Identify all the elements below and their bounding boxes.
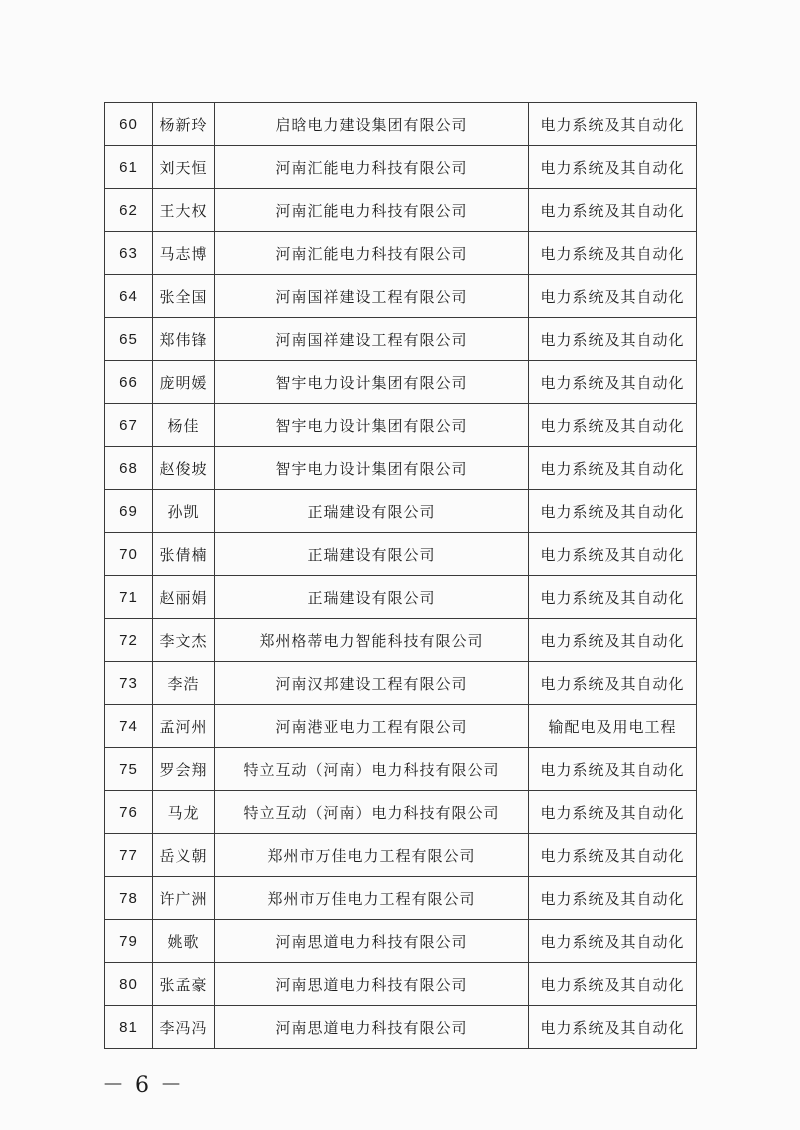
table-row <box>105 662 697 705</box>
company-name-cell: 河南汇能电力科技有限公司 <box>215 146 529 189</box>
person-name-cell: 赵丽娟 <box>153 576 215 619</box>
table-row <box>105 232 697 275</box>
person-name-cell: 李浩 <box>153 662 215 705</box>
company-name-cell: 河南思道电力科技有限公司 <box>215 963 529 1006</box>
page-number: － 6 － <box>102 1073 184 1098</box>
specialty-cell: 电力系统及其自动化 <box>529 619 697 662</box>
specialty-cell: 电力系统及其自动化 <box>529 103 697 146</box>
person-name-cell: 赵俊坡 <box>153 447 215 490</box>
person-name-cell: 庞明媛 <box>153 361 215 404</box>
person-name-cell: 姚歌 <box>153 920 215 963</box>
roster-table-body <box>105 103 697 1049</box>
table-row <box>105 146 697 189</box>
company-name-cell: 正瑞建设有限公司 <box>215 490 529 533</box>
person-name-cell: 杨佳 <box>153 404 215 447</box>
table-row <box>105 318 697 361</box>
row-number-cell: 75 <box>105 748 153 791</box>
specialty-cell: 电力系统及其自动化 <box>529 447 697 490</box>
table-row <box>105 361 697 404</box>
table-row <box>105 619 697 662</box>
person-name-cell: 孟河州 <box>153 705 215 748</box>
company-name-cell: 郑州市万佳电力工程有限公司 <box>215 834 529 877</box>
specialty-cell: 电力系统及其自动化 <box>529 791 697 834</box>
row-number-cell: 72 <box>105 619 153 662</box>
row-number-cell: 61 <box>105 146 153 189</box>
table-row <box>105 748 697 791</box>
person-name-cell: 郑伟锋 <box>153 318 215 361</box>
person-name-cell: 李冯冯 <box>153 1006 215 1049</box>
specialty-cell: 电力系统及其自动化 <box>529 1006 697 1049</box>
table-row <box>105 920 697 963</box>
row-number-cell: 79 <box>105 920 153 963</box>
company-name-cell: 智宇电力设计集团有限公司 <box>215 361 529 404</box>
company-name-cell: 河南汉邦建设工程有限公司 <box>215 662 529 705</box>
table-row <box>105 834 697 877</box>
table-row <box>105 1006 697 1049</box>
person-name-cell: 李文杰 <box>153 619 215 662</box>
row-number-cell: 63 <box>105 232 153 275</box>
row-number-cell: 74 <box>105 705 153 748</box>
person-name-cell: 马志博 <box>153 232 215 275</box>
specialty-cell: 电力系统及其自动化 <box>529 963 697 1006</box>
specialty-cell: 电力系统及其自动化 <box>529 834 697 877</box>
company-name-cell: 特立互动（河南）电力科技有限公司 <box>215 748 529 791</box>
person-name-cell: 杨新玲 <box>153 103 215 146</box>
company-name-cell: 河南国祥建设工程有限公司 <box>215 318 529 361</box>
company-name-cell: 正瑞建设有限公司 <box>215 533 529 576</box>
specialty-cell: 电力系统及其自动化 <box>529 232 697 275</box>
table-row <box>105 189 697 232</box>
person-name-cell: 张全国 <box>153 275 215 318</box>
specialty-cell: 电力系统及其自动化 <box>529 877 697 920</box>
specialty-cell: 输配电及用电工程 <box>529 705 697 748</box>
specialty-cell: 电力系统及其自动化 <box>529 318 697 361</box>
person-name-cell: 张孟豪 <box>153 963 215 1006</box>
company-name-cell: 特立互动（河南）电力科技有限公司 <box>215 791 529 834</box>
company-name-cell: 河南思道电力科技有限公司 <box>215 920 529 963</box>
row-number-cell: 80 <box>105 963 153 1006</box>
table-row <box>105 490 697 533</box>
person-name-cell: 刘天恒 <box>153 146 215 189</box>
company-name-cell: 河南港亚电力工程有限公司 <box>215 705 529 748</box>
specialty-cell: 电力系统及其自动化 <box>529 748 697 791</box>
row-number-cell: 64 <box>105 275 153 318</box>
row-number-cell: 77 <box>105 834 153 877</box>
row-number-cell: 62 <box>105 189 153 232</box>
person-name-cell: 岳义朝 <box>153 834 215 877</box>
table-row <box>105 576 697 619</box>
table-row <box>105 963 697 1006</box>
specialty-cell: 电力系统及其自动化 <box>529 189 697 232</box>
table-row <box>105 275 697 318</box>
company-name-cell: 河南思道电力科技有限公司 <box>215 1006 529 1049</box>
person-name-cell: 张倩楠 <box>153 533 215 576</box>
company-name-cell: 河南国祥建设工程有限公司 <box>215 275 529 318</box>
table-row <box>105 447 697 490</box>
row-number-cell: 65 <box>105 318 153 361</box>
row-number-cell: 76 <box>105 791 153 834</box>
table-row <box>105 877 697 920</box>
table-row <box>105 404 697 447</box>
row-number-cell: 70 <box>105 533 153 576</box>
row-number-cell: 71 <box>105 576 153 619</box>
company-name-cell: 正瑞建设有限公司 <box>215 576 529 619</box>
table-row <box>105 533 697 576</box>
company-name-cell: 启晗电力建设集团有限公司 <box>215 103 529 146</box>
specialty-cell: 电力系统及其自动化 <box>529 404 697 447</box>
company-name-cell: 郑州格蒂电力智能科技有限公司 <box>215 619 529 662</box>
row-number-cell: 66 <box>105 361 153 404</box>
row-number-cell: 73 <box>105 662 153 705</box>
specialty-cell: 电力系统及其自动化 <box>529 490 697 533</box>
person-name-cell: 罗会翔 <box>153 748 215 791</box>
specialty-cell: 电力系统及其自动化 <box>529 662 697 705</box>
company-name-cell: 智宇电力设计集团有限公司 <box>215 447 529 490</box>
company-name-cell: 智宇电力设计集团有限公司 <box>215 404 529 447</box>
person-name-cell: 王大权 <box>153 189 215 232</box>
specialty-cell: 电力系统及其自动化 <box>529 146 697 189</box>
company-name-cell: 河南汇能电力科技有限公司 <box>215 189 529 232</box>
person-name-cell: 许广洲 <box>153 877 215 920</box>
company-name-cell: 郑州市万佳电力工程有限公司 <box>215 877 529 920</box>
table-row <box>105 705 697 748</box>
row-number-cell: 78 <box>105 877 153 920</box>
company-name-cell: 河南汇能电力科技有限公司 <box>215 232 529 275</box>
row-number-cell: 60 <box>105 103 153 146</box>
row-number-cell: 68 <box>105 447 153 490</box>
specialty-cell: 电力系统及其自动化 <box>529 275 697 318</box>
row-number-cell: 69 <box>105 490 153 533</box>
person-name-cell: 马龙 <box>153 791 215 834</box>
roster-table <box>104 102 697 1049</box>
person-name-cell: 孙凯 <box>153 490 215 533</box>
specialty-cell: 电力系统及其自动化 <box>529 576 697 619</box>
specialty-cell: 电力系统及其自动化 <box>529 533 697 576</box>
specialty-cell: 电力系统及其自动化 <box>529 361 697 404</box>
table-row <box>105 103 697 146</box>
row-number-cell: 81 <box>105 1006 153 1049</box>
row-number-cell: 67 <box>105 404 153 447</box>
specialty-cell: 电力系统及其自动化 <box>529 920 697 963</box>
table-row <box>105 791 697 834</box>
